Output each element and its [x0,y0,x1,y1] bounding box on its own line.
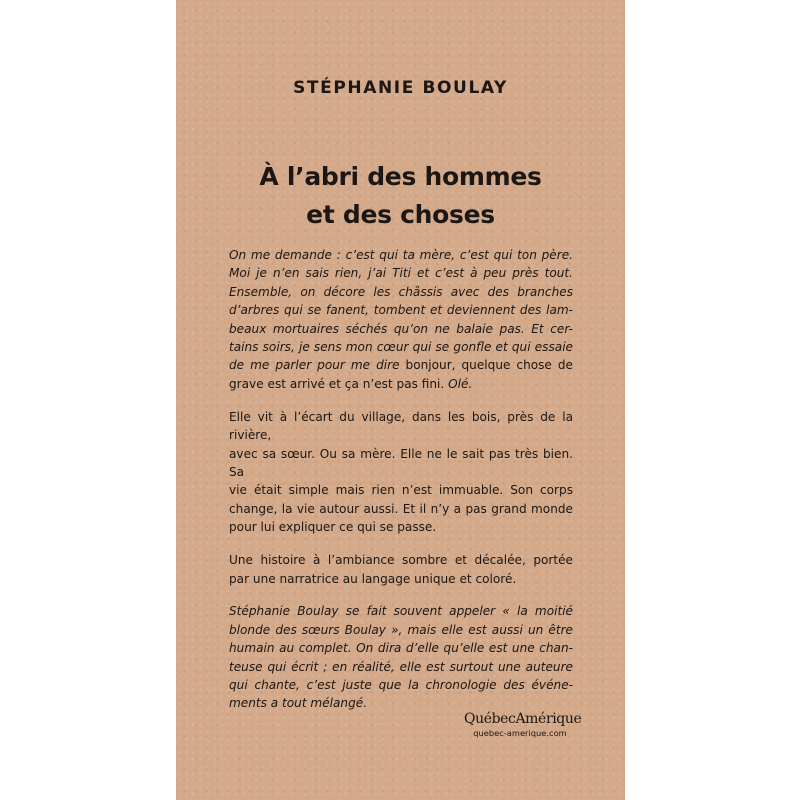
text-line: blonde des sœurs Boulay », mais elle est aussi un être [229,622,573,637]
text-line: ments a tout mélangé. [229,696,368,711]
title-line-1: À l’abri des hommes [259,162,542,191]
text-line: vie était simple mais rien n’est immuable. Son corps [229,483,573,498]
summary-paragraph [229,408,573,537]
publisher-logo: QuébecAmérique [464,711,582,727]
back-cover-text [229,246,573,727]
text-line: avec sa sœur. Ou sa mère. Elle ne le sait pas très bien. Sa [229,446,573,479]
text-line: par une narratrice au langage unique et coloré. [229,571,517,586]
text-line [229,356,573,374]
text-line: beaux mortuaires séchés qu’on ne balaie pas. Et cer- [229,321,573,336]
text-line: d’arbres qui se fanent, tombent et deviennent des lam- [229,303,573,318]
text-line: Ensemble, on décore les châssis avec des branches [229,284,573,299]
text-line: On me demande : c’est qui ta mère, c’est qui ton père. [229,248,573,262]
book-back-cover [176,0,625,800]
text-line: Stéphanie Boulay se fait souvent appeler « la moitié [229,604,573,619]
text-line: humain au complet. On dira d’elle qu’elle est une chan- [229,641,573,656]
text-line: tains soirs, je sens mon cœur qui se gonfle et qui essaie [229,340,573,355]
text-line: teuse qui écrit ; en réalité, elle est surtout une auteure [229,659,573,674]
text-line: Elle vit à l’écart du village, dans les bois, près de la rivière, [229,409,573,443]
text-segment: grave est arrivé et ça n’est pas fini. [229,376,445,391]
text-line: pour lui expliquer ce qui se passe. [229,520,437,535]
tagline-paragraph [229,551,573,588]
book-title [176,158,625,234]
text-segment-italic: Olé. [444,376,473,391]
title-line-2: et des choses [306,200,495,229]
text-line: Moi je n’en sais rien, j’ai Titi et c’est à peu près tout. [229,266,573,281]
text-line: change, la vie autour aussi. Et il n’y a pas grand monde [229,501,573,516]
author-bio-paragraph [229,602,573,712]
author-name: STÉPHANIE BOULAY [293,78,508,98]
text-line: qui chante, c’est juste que la chronologie des événe- [229,678,573,693]
text-line [229,375,573,393]
text-segment-italic: de me parler pour me dire [229,358,400,373]
publisher-block [464,711,582,739]
text-segment: bonjour, quelque chose de [399,358,573,373]
publisher-url: quebec-amerique.com [473,728,567,738]
text-line: Une histoire à l’ambiance sombre et décalée, portée [229,553,573,568]
excerpt-paragraph [229,246,573,393]
